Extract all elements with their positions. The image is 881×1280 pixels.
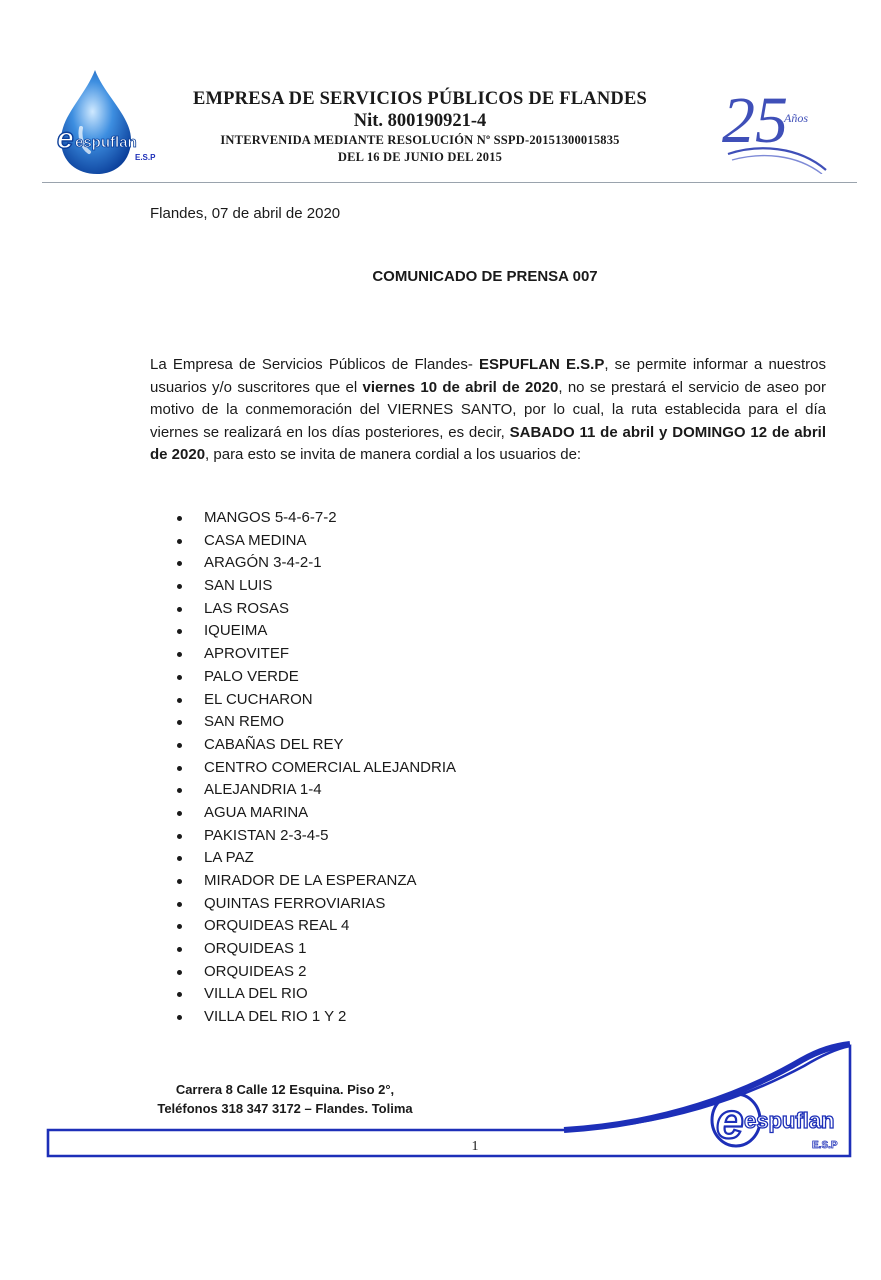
bullet-icon	[177, 584, 182, 589]
list-item	[150, 711, 456, 734]
list-item	[150, 643, 456, 666]
list-item-label: QUINTAS FERROVIARIAS	[204, 894, 386, 912]
para-text-2: , se permite informar a nuestros usuarios y/o suscritores que el	[150, 356, 827, 396]
list-item	[150, 847, 456, 870]
para-text-1: La Empresa de Servicios Públicos de Flandes-	[150, 356, 480, 373]
list-item-label: APROVITEF	[204, 645, 290, 663]
list-item	[150, 530, 456, 553]
footer-logo-text: espuflan	[744, 1108, 835, 1133]
list-item	[150, 779, 456, 802]
letter-paragraph	[150, 354, 826, 467]
list-item	[150, 507, 456, 530]
company-name: EMPRESA DE SERVICIOS PÚBLICOS DE FLANDES	[192, 89, 647, 109]
neighborhood-list	[150, 507, 456, 1029]
letter-date: Flandes, 07 de abril de 2020	[150, 205, 341, 222]
list-item	[150, 620, 456, 643]
list-item-label: MIRADOR DE LA ESPERANZA	[204, 872, 417, 889]
svg-text:e: e	[57, 122, 74, 155]
list-item-label: SAN LUIS	[204, 577, 273, 595]
bullet-icon	[177, 992, 182, 997]
bullet-icon	[177, 539, 182, 544]
company-nit: Nit. 800190921-4	[353, 111, 487, 131]
logo-text: espuflan	[75, 134, 137, 151]
list-item-label: ORQUIDEAS 1	[204, 940, 307, 958]
bullet-icon	[177, 607, 182, 612]
bullet-icon	[177, 970, 182, 975]
list-item-label: CASA MEDINA	[204, 531, 307, 549]
footer-logo-sub: E.S.P	[812, 1140, 838, 1151]
bullet-icon	[177, 743, 182, 748]
page-number: 1	[471, 1139, 479, 1154]
footer-espuflan-logo	[706, 1086, 851, 1156]
resolution-line-1: INTERVENIDA MEDIANTE RESOLUCIÓN Nº SSPD-20151300015835	[220, 133, 620, 147]
anniversary-number: 25	[722, 84, 788, 157]
list-item	[150, 1006, 456, 1029]
list-item-label: LA PAZ	[204, 849, 254, 867]
footer-address-line-1: Carrera 8 Calle 12 Esquina. Piso 2°,	[175, 1082, 395, 1097]
list-item	[150, 870, 456, 893]
anniversary-word: Años	[784, 111, 808, 125]
bullet-icon	[177, 675, 182, 680]
list-item-label: SAN REMO	[204, 713, 285, 731]
bullet-icon	[177, 1015, 182, 1020]
list-item	[150, 938, 456, 961]
logo-sub: E.S.P	[135, 153, 156, 162]
list-item-label: PALO VERDE	[204, 667, 299, 685]
bullet-icon	[177, 834, 182, 839]
header-divider	[42, 182, 857, 183]
letter-title: COMUNICADO DE PRENSA 007	[372, 268, 598, 285]
list-item-label: ALEJANDRIA 1-4	[204, 781, 322, 799]
bullet-icon	[177, 902, 182, 907]
list-item-label: EL CUCHARON	[204, 690, 313, 708]
list-item-label: AGUA MARINA	[204, 803, 309, 821]
svg-text:e: e	[716, 1093, 744, 1149]
bullet-icon	[177, 516, 182, 521]
para-text-3: , no se prestará el servicio de aseo por motivo de la conmemoración del VIERNES SANTO, por lo cual, la ruta establecida para el día viernes se realizará en los días posteriores, es decir,	[150, 378, 826, 441]
bullet-icon	[177, 947, 182, 952]
footer-address	[110, 1080, 460, 1118]
list-item-label: VILLA DEL RIO 1 Y 2	[204, 1008, 347, 1026]
list-item-label: MANGOS 5-4-6-7-2	[204, 509, 337, 526]
list-item	[150, 915, 456, 938]
list-item	[150, 734, 456, 757]
list-item	[150, 757, 456, 780]
bullet-icon	[177, 720, 182, 725]
list-item	[150, 552, 456, 575]
resolution-line-2: DEL 16 DE JUNIO DEL 2015	[337, 150, 503, 164]
list-item	[150, 961, 456, 984]
list-item-label: CENTRO COMERCIAL ALEJANDRIA	[204, 758, 456, 776]
bullet-icon	[177, 561, 182, 566]
bullet-icon	[177, 788, 182, 793]
letterhead	[150, 88, 690, 166]
para-bold-company: ESPUFLAN E.S.P	[479, 356, 605, 373]
list-item	[150, 575, 456, 598]
para-bold-friday: viernes 10 de abril de 2020	[362, 378, 559, 396]
list-item	[150, 893, 456, 916]
bullet-icon	[177, 766, 182, 771]
list-item-label: ORQUIDEAS 2	[204, 962, 307, 980]
list-item	[150, 802, 456, 825]
list-item	[150, 666, 456, 689]
list-item	[150, 983, 456, 1006]
footer-address-line-2: Teléfonos 318 347 3172 – Flandes. Tolima	[157, 1101, 413, 1116]
bullet-icon	[177, 811, 182, 816]
bullet-icon	[177, 924, 182, 929]
bullet-icon	[177, 629, 182, 634]
list-item	[150, 689, 456, 712]
bullet-icon	[177, 698, 182, 703]
bullet-icon	[177, 652, 182, 657]
list-item-label: VILLA DEL RIO	[204, 985, 308, 1003]
list-item	[150, 825, 456, 848]
list-item-label: PAKISTAN 2-3-4-5	[204, 826, 329, 844]
bullet-icon	[177, 856, 182, 861]
list-item-label: ORQUIDEAS REAL 4	[204, 917, 350, 935]
bullet-icon	[177, 879, 182, 884]
list-item-label: LAS ROSAS	[204, 599, 290, 617]
anniversary-logo	[718, 74, 832, 174]
list-item-label: CABAÑAS DEL REY	[204, 735, 344, 753]
list-item-label: IQUEIMA	[204, 622, 268, 640]
para-text-4: , para esto se invita de manera cordial a los usuarios de:	[205, 446, 582, 463]
list-item-label: ARAGÓN 3-4-2-1	[204, 554, 322, 572]
para-bold-weekend: SABADO 11 de abril y DOMINGO 12 de abril de 2020	[150, 423, 826, 463]
list-item	[150, 598, 456, 621]
